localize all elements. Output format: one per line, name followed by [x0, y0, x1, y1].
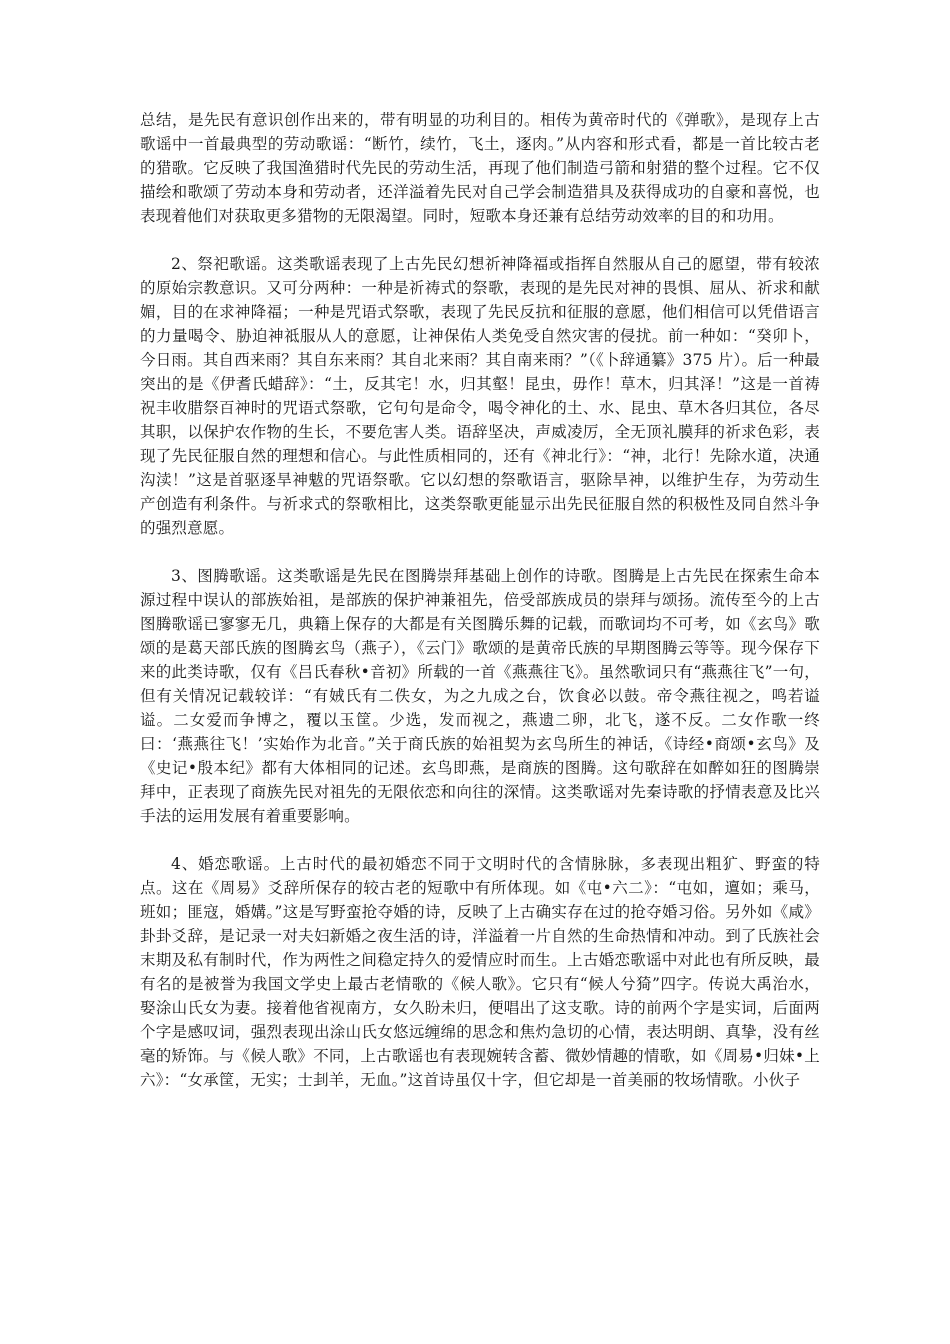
document-page	[140, 108, 820, 1092]
paragraph-labor-songs: 总结，是先民有意识创作出来的，带有明显的功利目的。相传为黄帝时代的《弹歌》，是现存上古歌谣中一首最典型的劳动歌谣：“断竹，续竹，飞土，逐肉。”从内容和形式看，都是一首比较古老的猎歌。它反映了我国渔猎时代先民的劳动生活，再现了他们制造弓箭和射猎的整个过程。它不仅描绘和歌颂了劳动本身和劳动者，还洋溢着先民对自己学会制造猎具及获得成功的自豪和喜悦，也表现着他们对获取更多猎物的无限渴望。同时，短歌本身还兼有总结劳动效率的目的和功用。	[140, 111, 820, 225]
paragraph-love-songs: 4、婚恋歌谣。上古时代的最初婚恋不同于文明时代的含情脉脉，多表现出粗犷、野蛮的特点。这在《周易》爻辞所保存的较古老的短歌中有所体现。如《屯•六二》：“屯如，邅如；乘马，班如；匪寇，婚媾。”这是写野蛮抢夺婚的诗，反映了上古确实存在过的抢夺婚习俗。另外如《咸》卦卦爻辞，是记录一对夫妇新婚之夜生活的诗，洋溢着一片自然的生命热情和冲动。到了氏族社会末期及私有制时代，作为两性之间稳定持久的爱情应时而生。上古婚恋歌谣中对此也有所反映，最有名的是被誉为我国文学史上最古老情歌的《候人歌》。它只有“候人兮猗”四字。传说大禹治水，娶涂山氏女为妻。接着他省视南方，女久盼未归，便唱出了这支歌。诗的前两个字是实词，后面两个字是感叹词，强烈表现出涂山氏女悠远缠绵的思念和焦灼急切的心情，表达明朗、真挚，没有丝毫的矫饰。与《候人歌》不同，上古歌谣也有表现婉转含蓄、微妙情趣的情歌，如《周易•归妹•上六》：“女承筐，无实；士刲羊，无血。”这首诗虽仅十字，但它却是一首美丽的牧场情歌。小伙子	[140, 855, 820, 1089]
paragraph-sacrificial-songs: 2、祭祀歌谣。这类歌谣表现了上古先民幻想祈神降福或指挥自然服从自己的愿望，带有较浓的原始宗教意识。又可分两种：一种是祈祷式的祭歌，表现的是先民对神的畏惧、屈从、祈求和献媚，目的在求神降福；一种是咒语式祭歌，表现了先民反抗和征服的意愿，他们相信可以凭借语言的力量喝令、胁迫神祗服从人的意愿，让神保佑人类免受自然灾害的侵扰。前一种如：“癸卯卜，今日雨。其自西来雨？其自东来雨？其自北来雨？其自南来雨？”（《卜辞通纂》375 片）。后一种最突出的是《伊耆氏蜡辞》：“土，反其宅！水，归其壑！昆虫，毋作！草木，归其泽！”这是一首祷祝丰收腊祭百神时的咒语式祭歌，它句句是命令，喝令神化的土、水、昆虫、草木各归其位，各尽其职，以保护农作物的生长，不要危害人类。语辞坚决，声威凌厉，全无顶礼膜拜的祈求色彩，表现了先民征服自然的理想和信心。与此性质相同的，还有《神北行》：“神，北行！先除水道，决通沟渎！”这是首驱逐旱神魃的咒语祭歌。它以幻想的祭歌语言，驱除旱神，以维护生存，为劳动生产创造有利条件。与祈求式的祭歌相比，这类祭歌更能显示出先民征服自然的积极性及同自然斗争的强烈意愿。	[140, 255, 820, 537]
paragraph-totem-songs: 3、图腾歌谣。这类歌谣是先民在图腾崇拜基础上创作的诗歌。图腾是上古先民在探索生命本源过程中误认的部族始祖，是部族的保护神兼祖先，倍受部族成员的崇拜与颂扬。流传至今的上古图腾歌谣已寥寥无几，典籍上保存的大都是有关图腾乐舞的记载，而歌词均不可考，如《玄鸟》歌颂的是葛天部氏族的图腾玄鸟（燕子），《云门》歌颂的是黄帝氏族的早期图腾云等等。现今保存下来的此类诗歌，仅有《吕氏春秋•音初》所载的一首《燕燕往飞》。虽然歌词只有“燕燕往飞”一句，但有关情况记载较详：“有娀氏有二佚女，为之九成之台，饮食必以鼓。帝令燕往视之，鸣若谥谥。二女爱而争博之，覆以玉筐。少选，发而视之，燕遗二卵，北飞，遂不反。二女作歌一终曰：‘燕燕往飞！’实始作为北音。”关于商氏族的始祖契为玄鸟所生的神话，《诗经•商颂•玄鸟》及《史记•殷本纪》都有大体相同的记述。玄鸟即燕，是商族的图腾。这句歌辞在如醉如狂的图腾崇拜中，正表现了商族先民对祖先的无限依恋和向往的深情。这类歌谣对先秦诗歌的抒情表意及比兴手法的运用发展有着重要影响。	[140, 567, 820, 825]
